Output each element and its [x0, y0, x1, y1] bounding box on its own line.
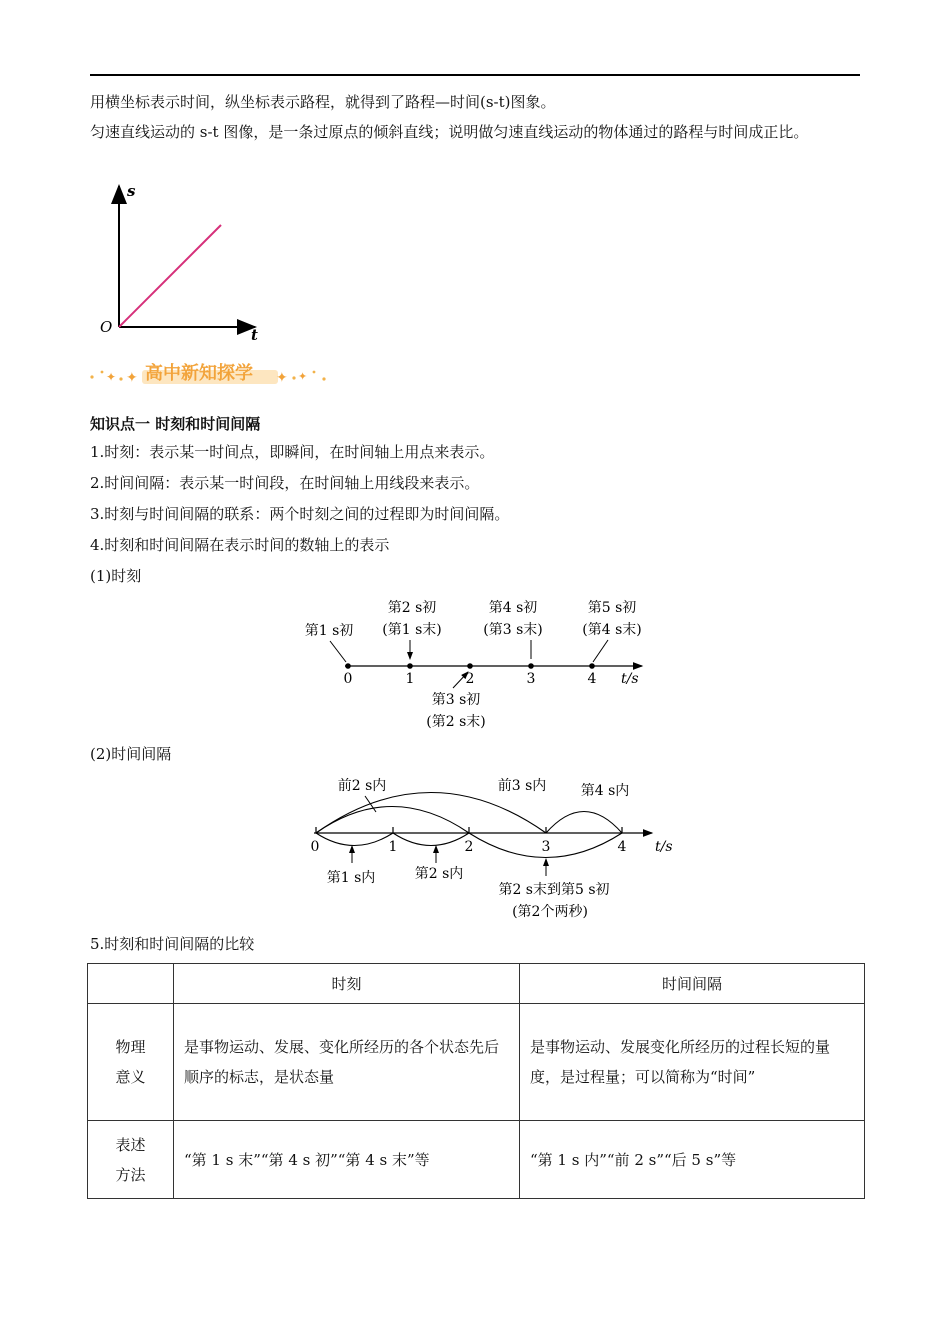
fig1-tick-label: 2: [465, 671, 475, 687]
label-s4-begin: 第4 s初: [488, 600, 538, 616]
label-first-2s: 前2 s内: [337, 778, 387, 794]
fig1-tick-label: 3: [526, 671, 536, 687]
section-banner: [88, 358, 333, 390]
item-3: 3.时刻与时间间隔的联系：两个时刻之间的过程即为时间间隔。: [90, 505, 510, 523]
arc-second-s: [393, 833, 469, 846]
label-s4-end: (第4 s末): [582, 622, 642, 638]
item-2: 2.时间间隔：表示某一时间段，在时间轴上用线段来表示。: [90, 474, 480, 492]
row-head-text: 表述: [115, 1135, 146, 1154]
row-head-expression: [88, 1121, 174, 1199]
st-x-label: t: [251, 326, 258, 344]
table-header-moment: 时刻: [174, 964, 520, 1004]
fig1-tick-label: 0: [343, 671, 353, 687]
cell-interval-expression: “第 1 s 内”“前 2 s”“后 5 s”等: [520, 1121, 865, 1199]
label-s5-begin: 第5 s初: [587, 600, 637, 616]
item-1: 1.时刻：表示某一时间点，即瞬间，在时间轴上用点来表示。: [90, 443, 495, 461]
table-corner-cell: [88, 964, 174, 1004]
fig1-tick-dot: [589, 663, 595, 669]
header-rule: [90, 74, 860, 76]
banner-dot: [101, 371, 104, 374]
label-first-s: 第1 s内: [326, 870, 376, 886]
label-s2-begin: 第2 s初: [387, 600, 437, 616]
fig2-tick-label: 4: [617, 839, 627, 855]
moment-diagram: [290, 592, 670, 737]
item-4: 4.时刻和时间间隔在表示时间的数轴上的表示: [90, 536, 390, 554]
banner-dot: [119, 377, 122, 380]
table-header-row: [88, 964, 865, 1004]
banner-title: 高中新知探学: [145, 363, 253, 384]
sparkle-icon: ✦: [126, 370, 138, 386]
intro-line-1: 用横坐标表示时间，纵坐标表示路程，就得到了路程—时间(s-t)图象。: [90, 93, 556, 111]
table-row: [88, 1004, 865, 1121]
fig2-tick-label: 1: [388, 839, 398, 855]
row-head-meaning: [88, 1004, 174, 1121]
fig1-tick-label: 1: [405, 671, 415, 687]
st-line: [119, 225, 221, 327]
banner-dot: [313, 371, 316, 374]
fig1-tick-dot: [467, 663, 473, 669]
banner-dot: [322, 377, 325, 380]
cell-interval-meaning: 是事物运动、发展变化所经历的过程长短的量度，是过程量；可以简称为“时间”: [520, 1004, 865, 1121]
cell-moment-expression: “第 1 s 末”“第 4 s 初”“第 4 s 末”等: [174, 1121, 520, 1199]
label-s3-begin: 第3 s初: [431, 692, 481, 708]
row-head-text: 意义: [115, 1068, 146, 1086]
fig1-tick-dot: [528, 663, 534, 669]
label-fourth-s: 第4 s内: [580, 783, 630, 799]
label-first-3s: 前3 s内: [497, 778, 547, 794]
banner-dot: [292, 376, 295, 379]
fig1-tick-dot: [407, 663, 413, 669]
fig2-tick-label: 2: [464, 839, 474, 855]
label-s1-begin: 第1 s初: [304, 623, 354, 639]
arrow-s5-begin: [593, 640, 608, 662]
row-head-text: 物理: [115, 1038, 146, 1056]
fig2-tick-label: 3: [541, 839, 551, 855]
fig2-tick-label: 0: [310, 839, 320, 855]
table-header-interval: 时间间隔: [520, 964, 865, 1004]
arc-first-s: [316, 833, 393, 846]
comparison-table: [87, 963, 865, 1199]
fig1-tick-label: 4: [587, 671, 597, 687]
row-head-text: 方法: [115, 1165, 146, 1184]
sub-heading-moment: (1)时刻: [90, 567, 142, 585]
fig1-axis-label: t/s: [621, 671, 639, 687]
label-range-note: (第2个两秒): [512, 904, 588, 920]
label-s2-end: (第2 s末): [426, 714, 486, 730]
cell-moment-meaning: 是事物运动、发展、变化所经历的各个状态先后顺序的标志，是状态量: [174, 1004, 520, 1121]
sub-heading-interval: (2)时间间隔: [90, 745, 172, 763]
label-range: 第2 s末到第5 s初: [498, 882, 610, 898]
label-second-s: 第2 s内: [414, 866, 464, 882]
label-s1-end: (第1 s末): [382, 622, 442, 638]
intro-line-2: 匀速直线运动的 s-t 图像，是一条过原点的倾斜直线；说明做匀速直线运动的物体通过的路程与时间成正比。: [90, 123, 809, 141]
st-y-label: s: [127, 182, 136, 200]
section-title: 知识点一 时刻和时间间隔: [90, 415, 261, 433]
st-graph: [95, 180, 270, 345]
interval-diagram: [300, 770, 690, 925]
st-origin-label: O: [100, 318, 113, 336]
fig2-axis-label: t/s: [655, 839, 673, 855]
arrow-s1-begin: [330, 641, 346, 662]
label-s3-end: (第3 s末): [483, 622, 543, 638]
arc-fourth-s: [546, 812, 622, 834]
item-5: 5.时刻和时间间隔的比较: [90, 935, 255, 953]
table-row: [88, 1121, 865, 1199]
fig1-tick-dot: [345, 663, 351, 669]
sparkle-icon: ✦: [298, 370, 308, 383]
banner-dot: [90, 375, 93, 378]
sparkle-icon: ✦: [106, 370, 117, 384]
sparkle-icon: ✦: [276, 370, 288, 386]
